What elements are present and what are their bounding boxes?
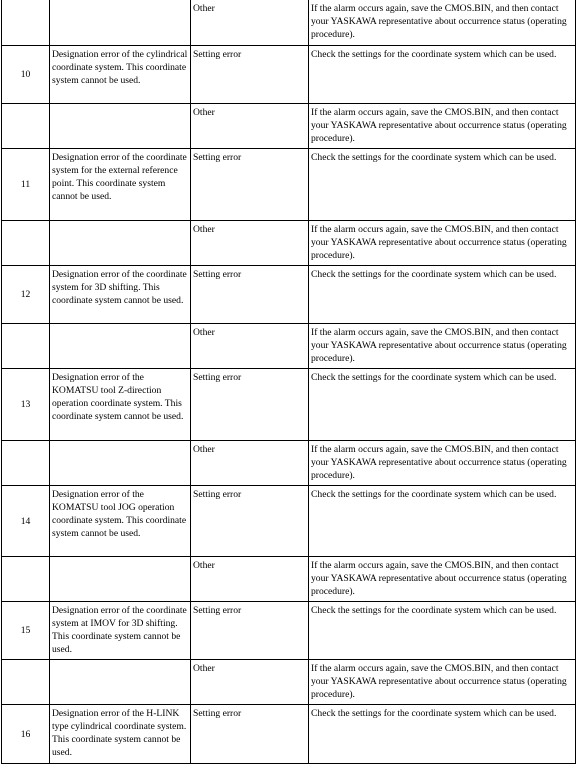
- meaning-cell: Designation error of the cylindrical coordinate system. This coordinate system cannot be used.: [50, 46, 191, 104]
- remedy-cell: If the alarm occurs again, save the CMOS.BIN, and then contact your YASKAWA representative about occurrence status (operating procedure).: [309, 324, 576, 369]
- remedy-cell: Check the settings for the coordinate system which can be used.: [309, 705, 576, 764]
- meaning-cell: Designation error of the H-LINK type cylindrical coordinate system. This coordinate system cannot be used.: [50, 705, 191, 764]
- cause-cell: Setting error: [191, 46, 309, 104]
- remedy-cell: If the alarm occurs again, save the CMOS.BIN, and then contact your YASKAWA representative about occurrence status (operating procedure).: [309, 441, 576, 486]
- remedy-cell: Check the settings for the coordinate system which can be used.: [309, 46, 576, 104]
- table-row: [2, 266, 576, 324]
- table-row: [2, 369, 576, 441]
- meaning-cell: [50, 324, 191, 369]
- table-row: [2, 46, 576, 104]
- alarm-subcode-cell: 10: [2, 46, 50, 104]
- alarm-subcode-cell: [2, 221, 50, 266]
- alarm-subcode-cell: 14: [2, 486, 50, 557]
- cause-cell: Other: [191, 221, 309, 266]
- meaning-cell: [50, 221, 191, 266]
- remedy-cell: If the alarm occurs again, save the CMOS.BIN, and then contact your YASKAWA representative about occurrence status (operating procedure).: [309, 221, 576, 266]
- meaning-cell: Designation error of the coordinate system at IMOV for 3D shifting. This coordinate system cannot be used.: [50, 602, 191, 660]
- table-row: [2, 0, 576, 46]
- cause-cell: Setting error: [191, 602, 309, 660]
- remedy-cell: If the alarm occurs again, save the CMOS.BIN, and then contact your YASKAWA representative about occurrence status (operating procedure).: [309, 0, 576, 46]
- alarm-subcode-cell: 16: [2, 705, 50, 764]
- cause-cell: Other: [191, 104, 309, 149]
- meaning-cell: Designation error of the KOMATSU tool JOG operation coordinate system. This coordinate system cannot be used.: [50, 486, 191, 557]
- meaning-cell: [50, 557, 191, 602]
- remedy-cell: If the alarm occurs again, save the CMOS.BIN, and then contact your YASKAWA representative about occurrence status (operating procedure).: [309, 557, 576, 602]
- cause-cell: Setting error: [191, 369, 309, 441]
- table-row: [2, 104, 576, 149]
- cause-cell: Other: [191, 324, 309, 369]
- alarm-table-body: [2, 0, 576, 764]
- table-row: [2, 486, 576, 557]
- alarm-subcode-cell: [2, 441, 50, 486]
- alarm-subcode-cell: 12: [2, 266, 50, 324]
- remedy-cell: If the alarm occurs again, save the CMOS.BIN, and then contact your YASKAWA representative about occurrence status (operating procedure).: [309, 104, 576, 149]
- alarm-subcode-cell: 15: [2, 602, 50, 660]
- table-row: [2, 557, 576, 602]
- remedy-cell: Check the settings for the coordinate system which can be used.: [309, 486, 576, 557]
- meaning-cell: [50, 441, 191, 486]
- table-row: [2, 149, 576, 221]
- cause-cell: Setting error: [191, 705, 309, 764]
- alarm-subcode-cell: [2, 660, 50, 705]
- cause-cell: Other: [191, 0, 309, 46]
- alarm-subcode-cell: [2, 557, 50, 602]
- meaning-cell: Designation error of the coordinate system for 3D shifting. This coordinate system cannot be used.: [50, 266, 191, 324]
- cause-cell: Setting error: [191, 266, 309, 324]
- remedy-cell: If the alarm occurs again, save the CMOS.BIN, and then contact your YASKAWA representative about occurrence status (operating procedure).: [309, 660, 576, 705]
- cause-cell: Setting error: [191, 486, 309, 557]
- table-row: [2, 221, 576, 266]
- remedy-cell: Check the settings for the coordinate system which can be used.: [309, 266, 576, 324]
- meaning-cell: [50, 0, 191, 46]
- cause-cell: Other: [191, 557, 309, 602]
- remedy-cell: Check the settings for the coordinate system which can be used.: [309, 369, 576, 441]
- alarm-subcode-cell: [2, 324, 50, 369]
- alarm-subcode-cell: 13: [2, 369, 50, 441]
- alarm-subcode-cell: [2, 104, 50, 149]
- cause-cell: Other: [191, 441, 309, 486]
- cause-cell: Other: [191, 660, 309, 705]
- meaning-cell: Designation error of the KOMATSU tool Z-direction operation coordinate system. This coordinate system cannot be used.: [50, 369, 191, 441]
- alarm-subcode-cell: 11: [2, 149, 50, 221]
- table-row: [2, 602, 576, 660]
- table-row: [2, 705, 576, 764]
- meaning-cell: Designation error of the coordinate system for the external reference point. This coordinate system cannot be used.: [50, 149, 191, 221]
- table-row: [2, 441, 576, 486]
- cause-cell: Setting error: [191, 149, 309, 221]
- meaning-cell: [50, 104, 191, 149]
- remedy-cell: Check the settings for the coordinate system which can be used.: [309, 602, 576, 660]
- meaning-cell: [50, 660, 191, 705]
- table-row: [2, 324, 576, 369]
- alarm-subcode-cell: [2, 0, 50, 46]
- alarm-table: [1, 0, 576, 764]
- remedy-cell: Check the settings for the coordinate system which can be used.: [309, 149, 576, 221]
- table-row: [2, 660, 576, 705]
